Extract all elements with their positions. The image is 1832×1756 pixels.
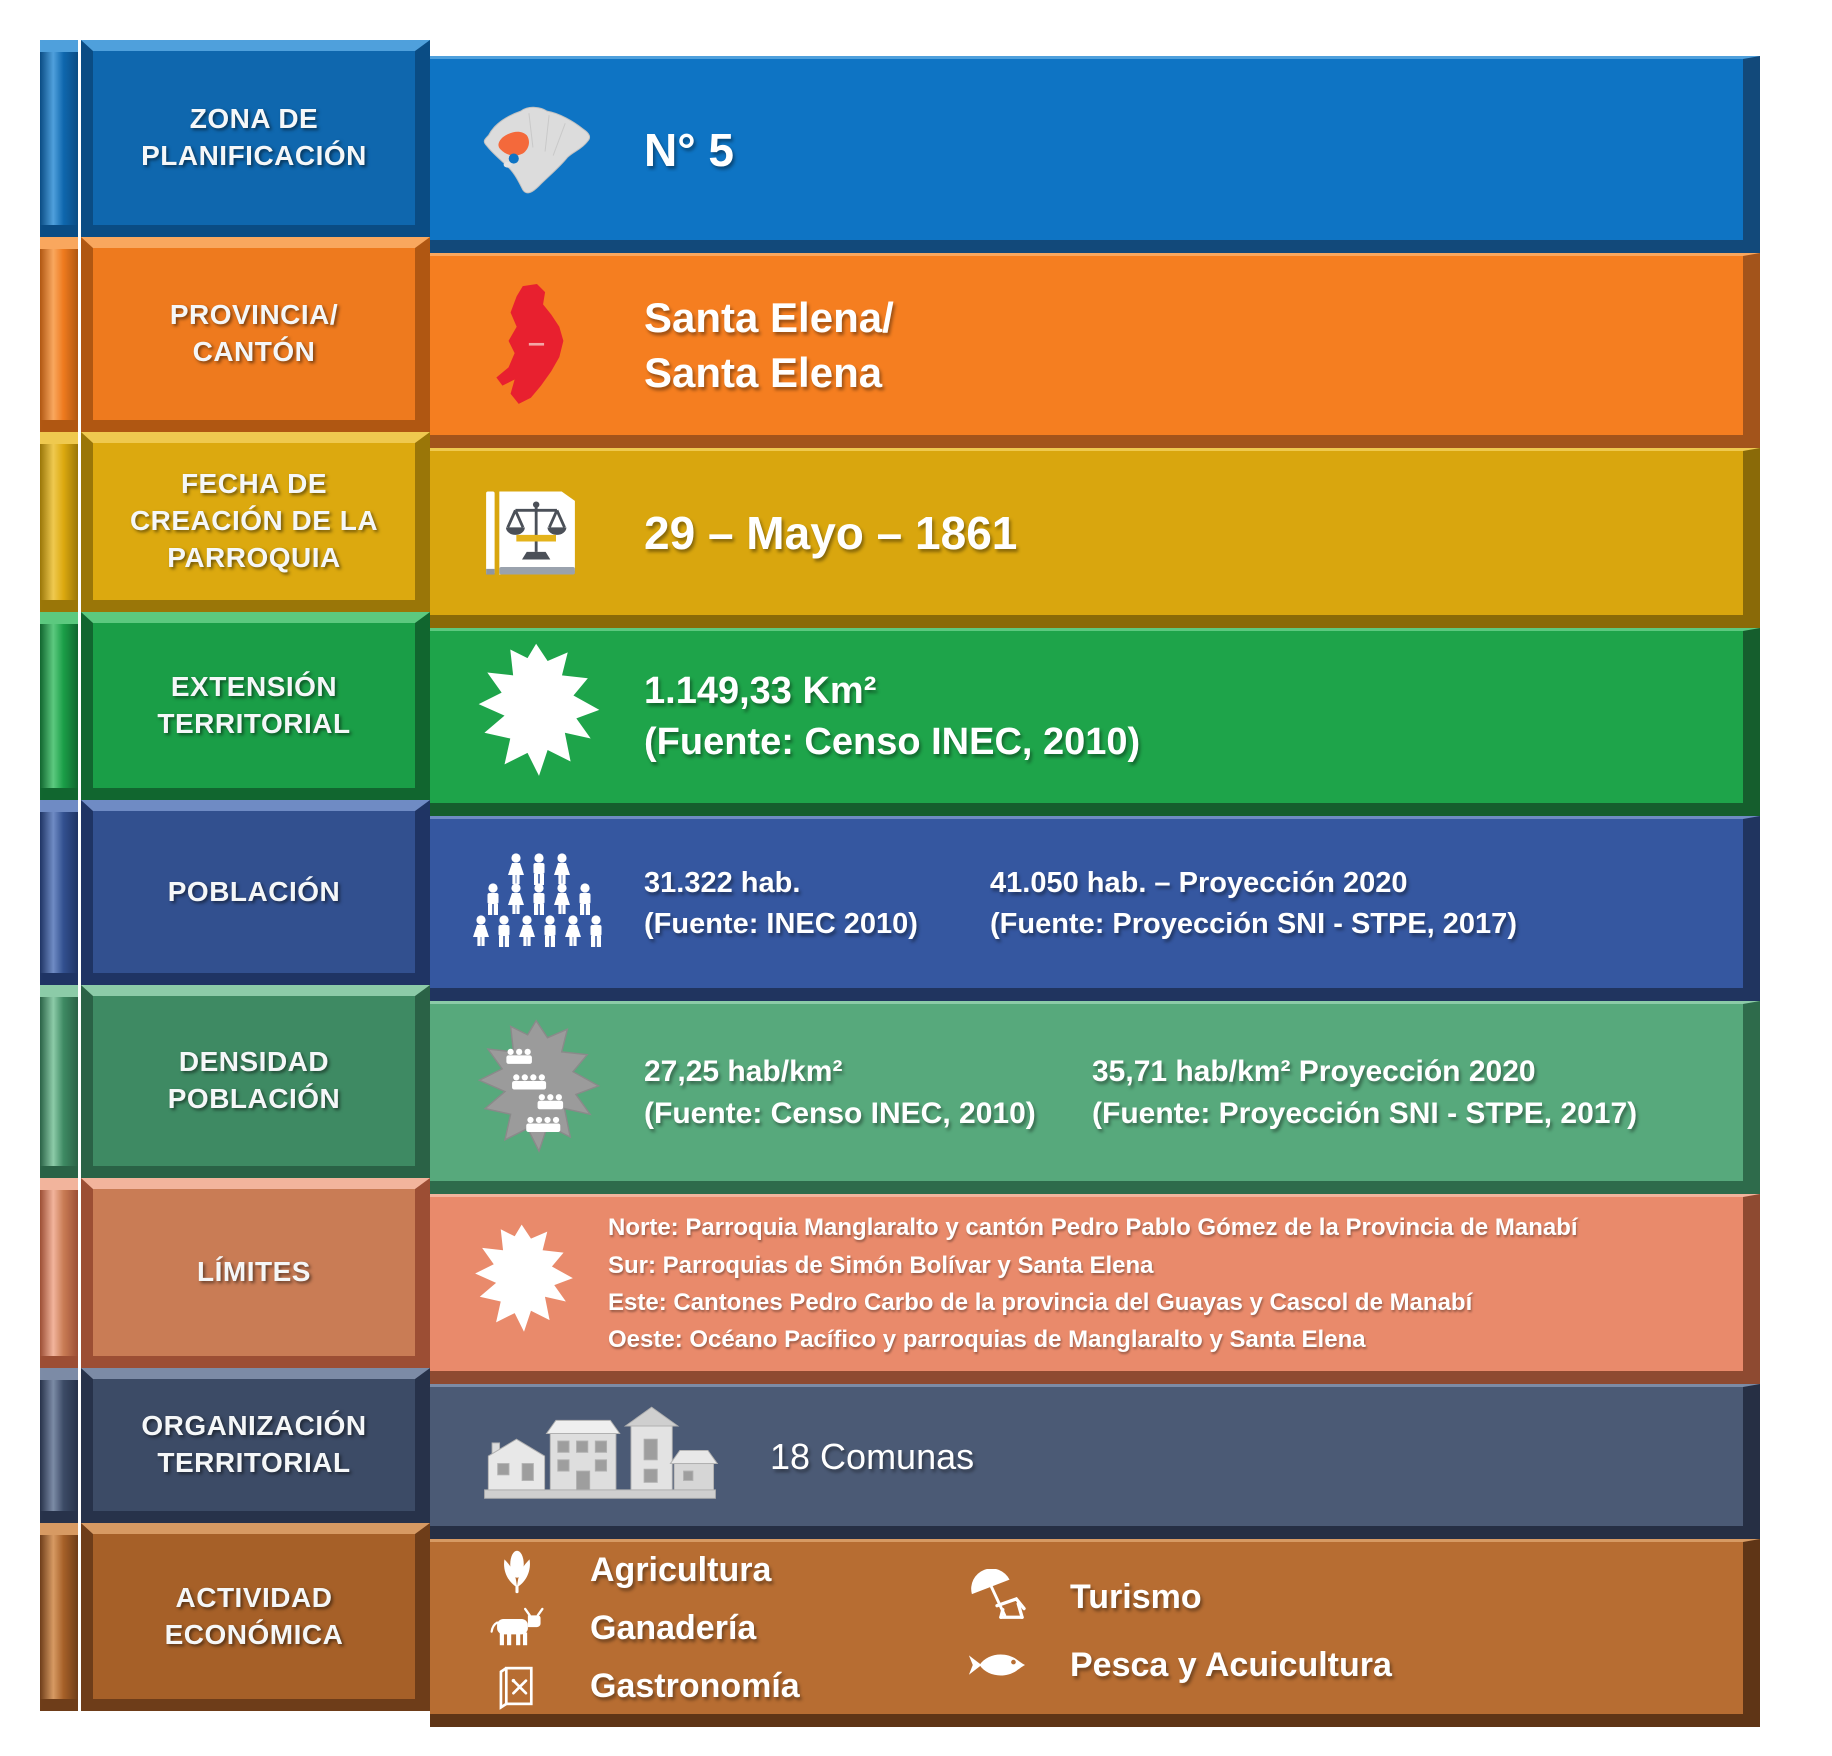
activity-label: Agricultura	[590, 1550, 772, 1589]
row-label: POBLACIÓN	[167, 875, 341, 907]
row-label-box	[81, 985, 430, 1178]
row-content-band	[430, 1539, 1760, 1727]
town-icon	[454, 1396, 746, 1518]
density-projection-column	[1092, 1051, 1637, 1135]
limit-north: Norte: Parroquia Manglaralto y cantón Pedro Pablo Gómez de la Provincia de Manabí	[608, 1214, 1578, 1242]
density-map-icon	[454, 1015, 624, 1171]
population-projection-value: 41.050 hab. – Proyección 2020	[990, 866, 1408, 899]
extension-value-block	[644, 666, 1140, 769]
activity-label: Turismo	[1070, 1577, 1202, 1616]
limit-south: Sur: Parroquias de Simón Bolívar y Santa Elena	[608, 1251, 1154, 1279]
cow-icon	[486, 1603, 548, 1653]
canton-line: Santa Elena	[644, 348, 883, 396]
economic-activities	[454, 1543, 1743, 1713]
row-label: LÍMITES	[197, 1256, 311, 1288]
row-content-band	[430, 448, 1760, 628]
spine-bar	[40, 237, 78, 432]
extension-source: (Fuente: Censo INEC, 2010)	[644, 721, 1141, 763]
row-label: ACTIVIDAD ECONÓMICA	[164, 1581, 344, 1650]
row-provincia-canton	[40, 237, 1760, 432]
extension-value: 1.149,33 Km²	[644, 669, 877, 712]
parish-map-icon	[454, 1220, 594, 1348]
row-label-box	[81, 432, 430, 612]
spine-bar	[40, 432, 78, 612]
row-label-box	[81, 1178, 430, 1368]
row-actividad-economica	[40, 1523, 1760, 1711]
corn-icon	[486, 1543, 548, 1597]
row-organizacion-territorial	[40, 1368, 1760, 1523]
population-columns	[644, 863, 1517, 944]
row-zona-planificacion	[40, 40, 1760, 237]
limit-east: Este: Cantones Pedro Carbo de la provincia del Guayas y Cascol de Manabí	[608, 1289, 1473, 1316]
population-pyramid-icon	[454, 849, 624, 959]
row-limites	[40, 1178, 1760, 1368]
row-fecha-creacion	[40, 432, 1760, 612]
parish-map-icon	[454, 638, 624, 796]
spine-bar	[40, 1368, 78, 1523]
row-label-box	[81, 237, 430, 432]
economic-left-column	[486, 1543, 966, 1713]
province-line: Santa Elena/	[644, 293, 894, 341]
activity-item	[966, 1643, 1392, 1687]
density-projection-source: (Fuente: Proyección SNI - STPE, 2017)	[1092, 1096, 1638, 1130]
density-columns	[644, 1051, 1637, 1135]
row-extension-territorial	[40, 612, 1760, 800]
spine-bar	[40, 800, 78, 985]
row-content-band	[430, 1384, 1760, 1539]
population-census-value: 31.322 hab.	[644, 866, 801, 899]
population-projection-column	[990, 863, 1517, 944]
beach-umbrella-icon	[966, 1569, 1028, 1625]
comunas-count: 18 Comunas	[770, 1435, 975, 1477]
row-label-box	[81, 800, 430, 985]
ecuador-map-icon	[454, 97, 624, 203]
row-label: PROVINCIA/ CANTÓN	[169, 299, 339, 367]
activity-label: Gastronomía	[590, 1666, 800, 1705]
row-content-band	[430, 1001, 1760, 1194]
density-census-value: 27,25 hab/km²	[644, 1054, 843, 1088]
row-label: EXTENSIÓN TERRITORIAL	[157, 670, 351, 739]
activity-item	[966, 1569, 1392, 1625]
economic-right-column	[966, 1569, 1392, 1687]
row-label-box	[81, 1523, 430, 1711]
row-label-box	[81, 40, 430, 237]
spine-bar	[40, 40, 78, 237]
activity-label: Pesca y Acuicultura	[1070, 1645, 1392, 1684]
limits-text	[608, 1209, 1578, 1359]
activity-item	[486, 1659, 966, 1713]
spine-bar	[40, 1523, 78, 1711]
row-label-box	[81, 612, 430, 800]
menu-icon	[486, 1659, 548, 1713]
row-content-band	[430, 253, 1760, 448]
population-census-column	[644, 863, 990, 944]
activity-item	[486, 1603, 966, 1653]
density-census-column	[644, 1051, 1092, 1135]
row-content-band	[430, 628, 1760, 816]
limit-west: Oeste: Océano Pacífico y parroquias de Manglaralto y Santa Elena	[608, 1326, 1366, 1354]
spine-bar	[40, 612, 78, 800]
row-poblacion	[40, 800, 1760, 985]
density-projection-value: 35,71 hab/km² Proyección 2020	[1092, 1054, 1536, 1088]
activity-item	[486, 1543, 966, 1597]
density-census-source: (Fuente: Censo INEC, 2010)	[644, 1096, 1036, 1130]
row-label: ORGANIZACIÓN TERRITORIAL	[141, 1410, 367, 1478]
activity-label: Ganadería	[590, 1608, 757, 1647]
row-content-band	[430, 56, 1760, 253]
row-label: FECHA DE CREACIÓN DE LA PARROQUIA	[129, 468, 379, 573]
creation-date: 29 – Mayo – 1861	[644, 507, 1018, 559]
row-densidad-poblacion	[40, 985, 1760, 1178]
fish-icon	[966, 1643, 1028, 1687]
row-content-band	[430, 1194, 1760, 1384]
population-census-source: (Fuente: INEC 2010)	[644, 907, 918, 940]
spine-bar	[40, 985, 78, 1178]
row-label-box	[81, 1368, 430, 1523]
row-label: DENSIDAD POBLACIÓN	[167, 1046, 341, 1114]
law-book-scales-icon	[454, 482, 624, 584]
province-canton-value	[644, 291, 894, 400]
population-projection-source: (Fuente: Proyección SNI - STPE, 2017)	[990, 907, 1517, 940]
row-label: ZONA DE PLANIFICACIÓN	[141, 103, 367, 171]
parish-infographic	[40, 40, 1760, 1711]
zone-number: N° 5	[644, 123, 734, 176]
spine-bar	[40, 1178, 78, 1368]
row-content-band	[430, 816, 1760, 1001]
province-map-icon	[454, 280, 624, 412]
